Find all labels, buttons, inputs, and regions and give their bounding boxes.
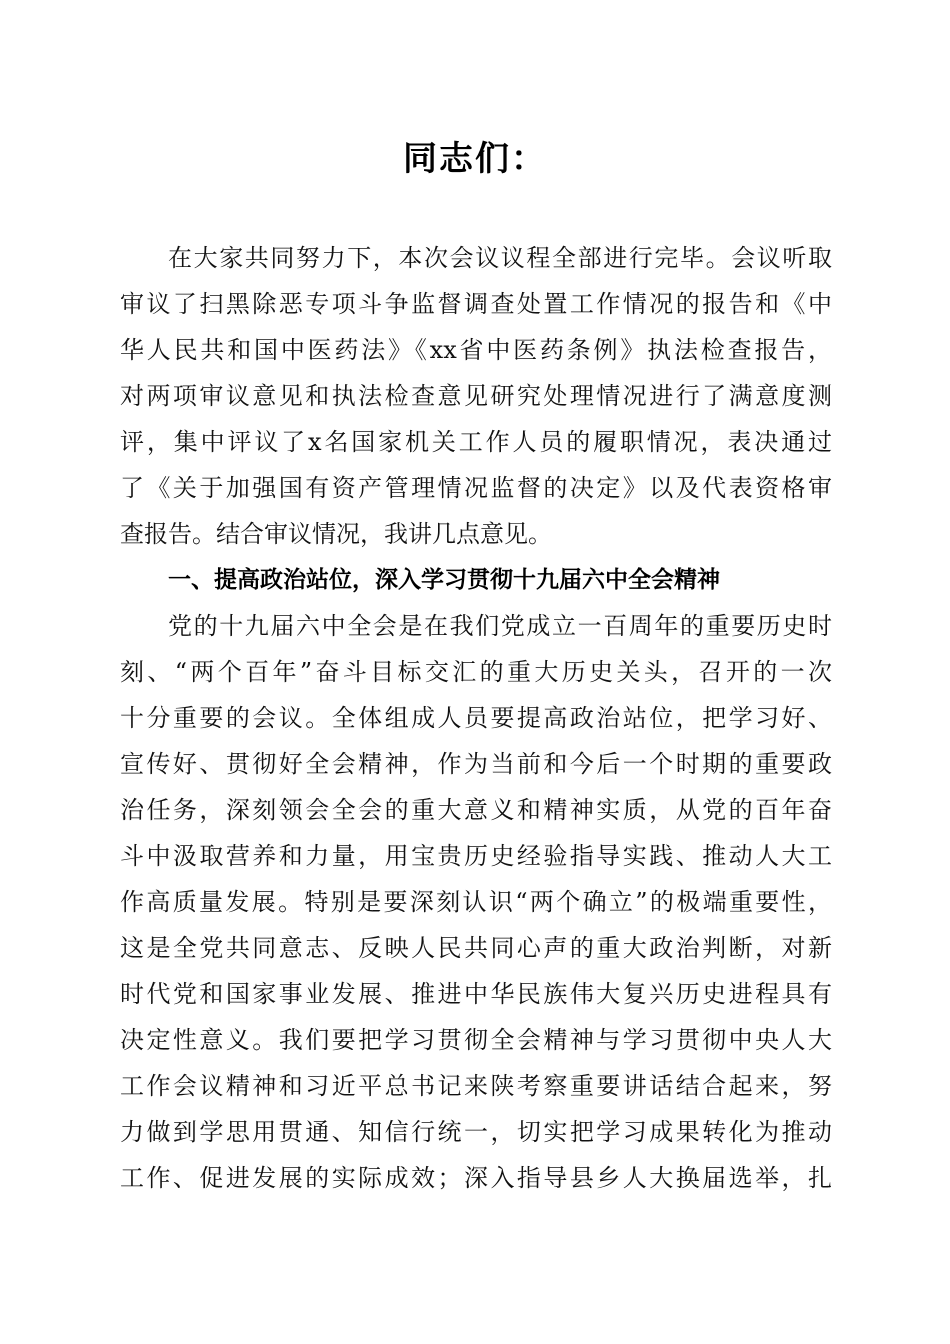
- paragraph-1-line: 审议了扫黑除恶专项斗争监督调查处置工作情况的报告和《中: [120, 290, 832, 318]
- paragraph-2-line: 党的十九届六中全会是在我们党成立一百周年的重要历史时: [168, 612, 832, 640]
- paragraph-2-line: 作高质量发展。特别是要深刻认识“两个确立”的极端重要性，: [120, 888, 832, 916]
- paragraph-1-line: 查报告。结合审议情况，我讲几点意见。: [120, 520, 552, 548]
- section-heading-1: 一、提高政治站位，深入学习贯彻十九届六中全会精神: [168, 567, 720, 593]
- paragraph-1-line: 对两项审议意见和执法检查意见研究处理情况进行了满意度测: [120, 382, 832, 410]
- paragraph-2-line: 刻、“两个百年”奋斗目标交汇的重大历史关头，召开的一次: [120, 658, 832, 686]
- paragraph-2-line: 决定性意义。我们要把学习贯彻全会精神与学习贯彻中央人大: [120, 1026, 832, 1054]
- paragraph-2-line: 工作、促进发展的实际成效；深入指导县乡人大换届选举，扎: [120, 1164, 832, 1192]
- paragraph-1-line: 评，集中评议了x名国家机关工作人员的履职情况，表决通过: [120, 428, 832, 456]
- paragraph-2-line: 力做到学思用贯通、知信行统一，切实把学习成果转化为推动: [120, 1118, 832, 1146]
- paragraph-2-line: 宣传好、贯彻好全会精神，作为当前和今后一个时期的重要政: [120, 750, 832, 778]
- paragraph-2-line: 这是全党共同意志、反映人民共同心声的重大政治判断，对新: [120, 934, 832, 962]
- paragraph-1-line: 了《关于加强国有资产管理情况监督的决定》以及代表资格审: [120, 474, 832, 502]
- paragraph-2-line: 十分重要的会议。全体组成人员要提高政治站位，把学习好、: [120, 704, 832, 732]
- paragraph-2-line: 治任务，深刻领会全会的重大意义和精神实质，从党的百年奋: [120, 796, 832, 824]
- paragraph-2-line: 时代党和国家事业发展、推进中华民族伟大复兴历史进程具有: [120, 980, 832, 1008]
- paragraph-2-line: 工作会议精神和习近平总书记来陕考察重要讲话结合起来，努: [120, 1072, 832, 1100]
- page-title: 同志们：: [403, 139, 547, 179]
- paragraph-1-line: 在大家共同努力下，本次会议议程全部进行完毕。会议听取: [168, 244, 832, 272]
- paragraph-1-line: 华人民共和国中医药法》《xx省中医药条例》执法检查报告，: [120, 336, 832, 364]
- paragraph-2-line: 斗中汲取营养和力量，用宝贵历史经验指导实践、推动人大工: [120, 842, 832, 870]
